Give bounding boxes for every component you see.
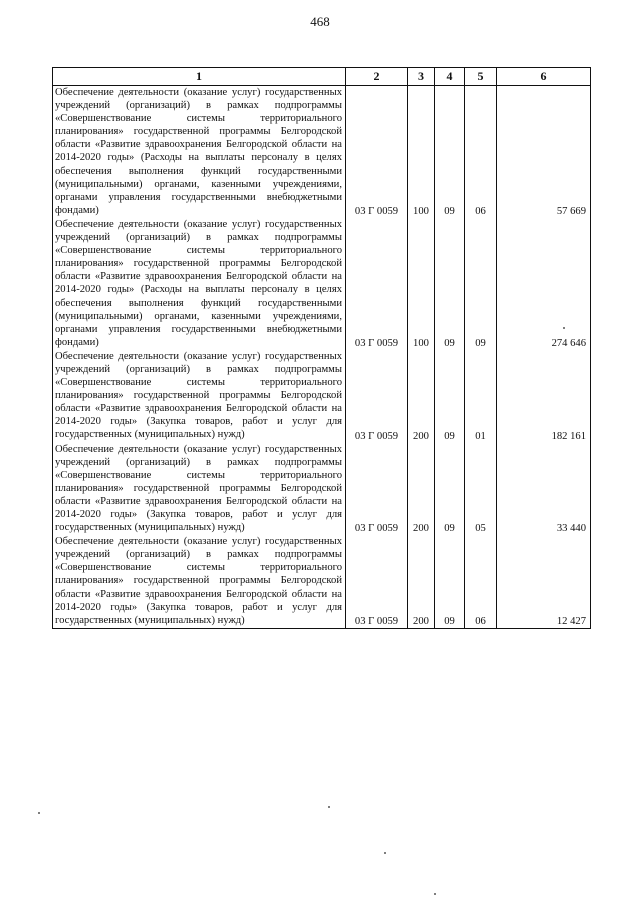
row-section: 09 xyxy=(435,535,465,628)
row-description: Обеспечение деятельности (оказание услуг) государственных учреждений (организаций) в рамках подпрограммы «Совершенствование системы территориального планирования» государственной программы Белгородской области «Развитие здравоохранения Белгородской области на 2014-2020 годы» (Закупка товаров, работ и услуг для государственных (муниципальных) нужд) xyxy=(53,443,346,536)
table-row xyxy=(53,535,591,628)
scan-speck xyxy=(434,893,436,895)
column-header: 2 xyxy=(346,68,408,86)
row-expense-type: 100 xyxy=(408,86,435,218)
row-expense-type: 200 xyxy=(408,443,435,536)
row-amount: 274 646 xyxy=(497,218,591,350)
row-section: 09 xyxy=(435,443,465,536)
scan-speck xyxy=(563,327,565,329)
table-row xyxy=(53,443,591,536)
scan-speck xyxy=(328,806,330,808)
column-header: 4 xyxy=(435,68,465,86)
table-row xyxy=(53,350,591,443)
row-subsection: 01 xyxy=(465,350,497,443)
column-header: 3 xyxy=(408,68,435,86)
table-header-row xyxy=(53,68,591,86)
row-amount: 57 669 xyxy=(497,86,591,218)
row-section: 09 xyxy=(435,86,465,218)
row-section: 09 xyxy=(435,350,465,443)
row-target-code: 03 Г 0059 xyxy=(346,535,408,628)
row-target-code: 03 Г 0059 xyxy=(346,350,408,443)
row-section: 09 xyxy=(435,218,465,350)
row-description: Обеспечение деятельности (оказание услуг) государственных учреждений (организаций) в рамках подпрограммы «Совершенствование системы территориального планирования» государственной программы Белгородской области «Развитие здравоохранения Белгородской области на 2014-2020 годы» (Расходы на выплаты персоналу в целях обеспечения выполнения функций государственными (муниципальными) органами, казенными учреждениями, органами управления государственными внебюджетными фондами) xyxy=(53,86,346,218)
row-subsection: 06 xyxy=(465,86,497,218)
row-description: Обеспечение деятельности (оказание услуг) государственных учреждений (организаций) в рамках подпрограммы «Совершенствование системы территориального планирования» государственной программы Белгородской области «Развитие здравоохранения Белгородской области на 2014-2020 годы» (Закупка товаров, работ и услуг для государственных (муниципальных) нужд) xyxy=(53,350,346,443)
table-row xyxy=(53,86,591,218)
row-expense-type: 200 xyxy=(408,350,435,443)
row-expense-type: 100 xyxy=(408,218,435,350)
table-row xyxy=(53,218,591,350)
row-subsection: 05 xyxy=(465,443,497,536)
row-description: Обеспечение деятельности (оказание услуг) государственных учреждений (организаций) в рамках подпрограммы «Совершенствование системы территориального планирования» государственной программы Белгородской области «Развитие здравоохранения Белгородской области на 2014-2020 годы» (Расходы на выплаты персоналу в целях обеспечения выполнения функций государственными (муниципальными) органами, казенными учреждениями, органами управления государственными внебюджетными фондами) xyxy=(53,218,346,350)
row-amount: 182 161 xyxy=(497,350,591,443)
row-amount: 33 440 xyxy=(497,443,591,536)
scan-speck xyxy=(38,812,40,814)
row-target-code: 03 Г 0059 xyxy=(346,86,408,218)
row-expense-type: 200 xyxy=(408,535,435,628)
budget-table xyxy=(52,67,591,629)
row-target-code: 03 Г 0059 xyxy=(346,443,408,536)
row-amount: 12 427 xyxy=(497,535,591,628)
column-header: 5 xyxy=(465,68,497,86)
column-header: 1 xyxy=(53,68,346,86)
scan-speck xyxy=(384,852,386,854)
row-subsection: 06 xyxy=(465,535,497,628)
column-header: 6 xyxy=(497,68,591,86)
row-subsection: 09 xyxy=(465,218,497,350)
row-description: Обеспечение деятельности (оказание услуг) государственных учреждений (организаций) в рамках подпрограммы «Совершенствование системы территориального планирования» государственной программы Белгородской области «Развитие здравоохранения Белгородской области на 2014-2020 годы» (Закупка товаров, работ и услуг для государственных (муниципальных) нужд) xyxy=(53,535,346,628)
page-number: 468 xyxy=(310,14,330,29)
row-target-code: 03 Г 0059 xyxy=(346,218,408,350)
